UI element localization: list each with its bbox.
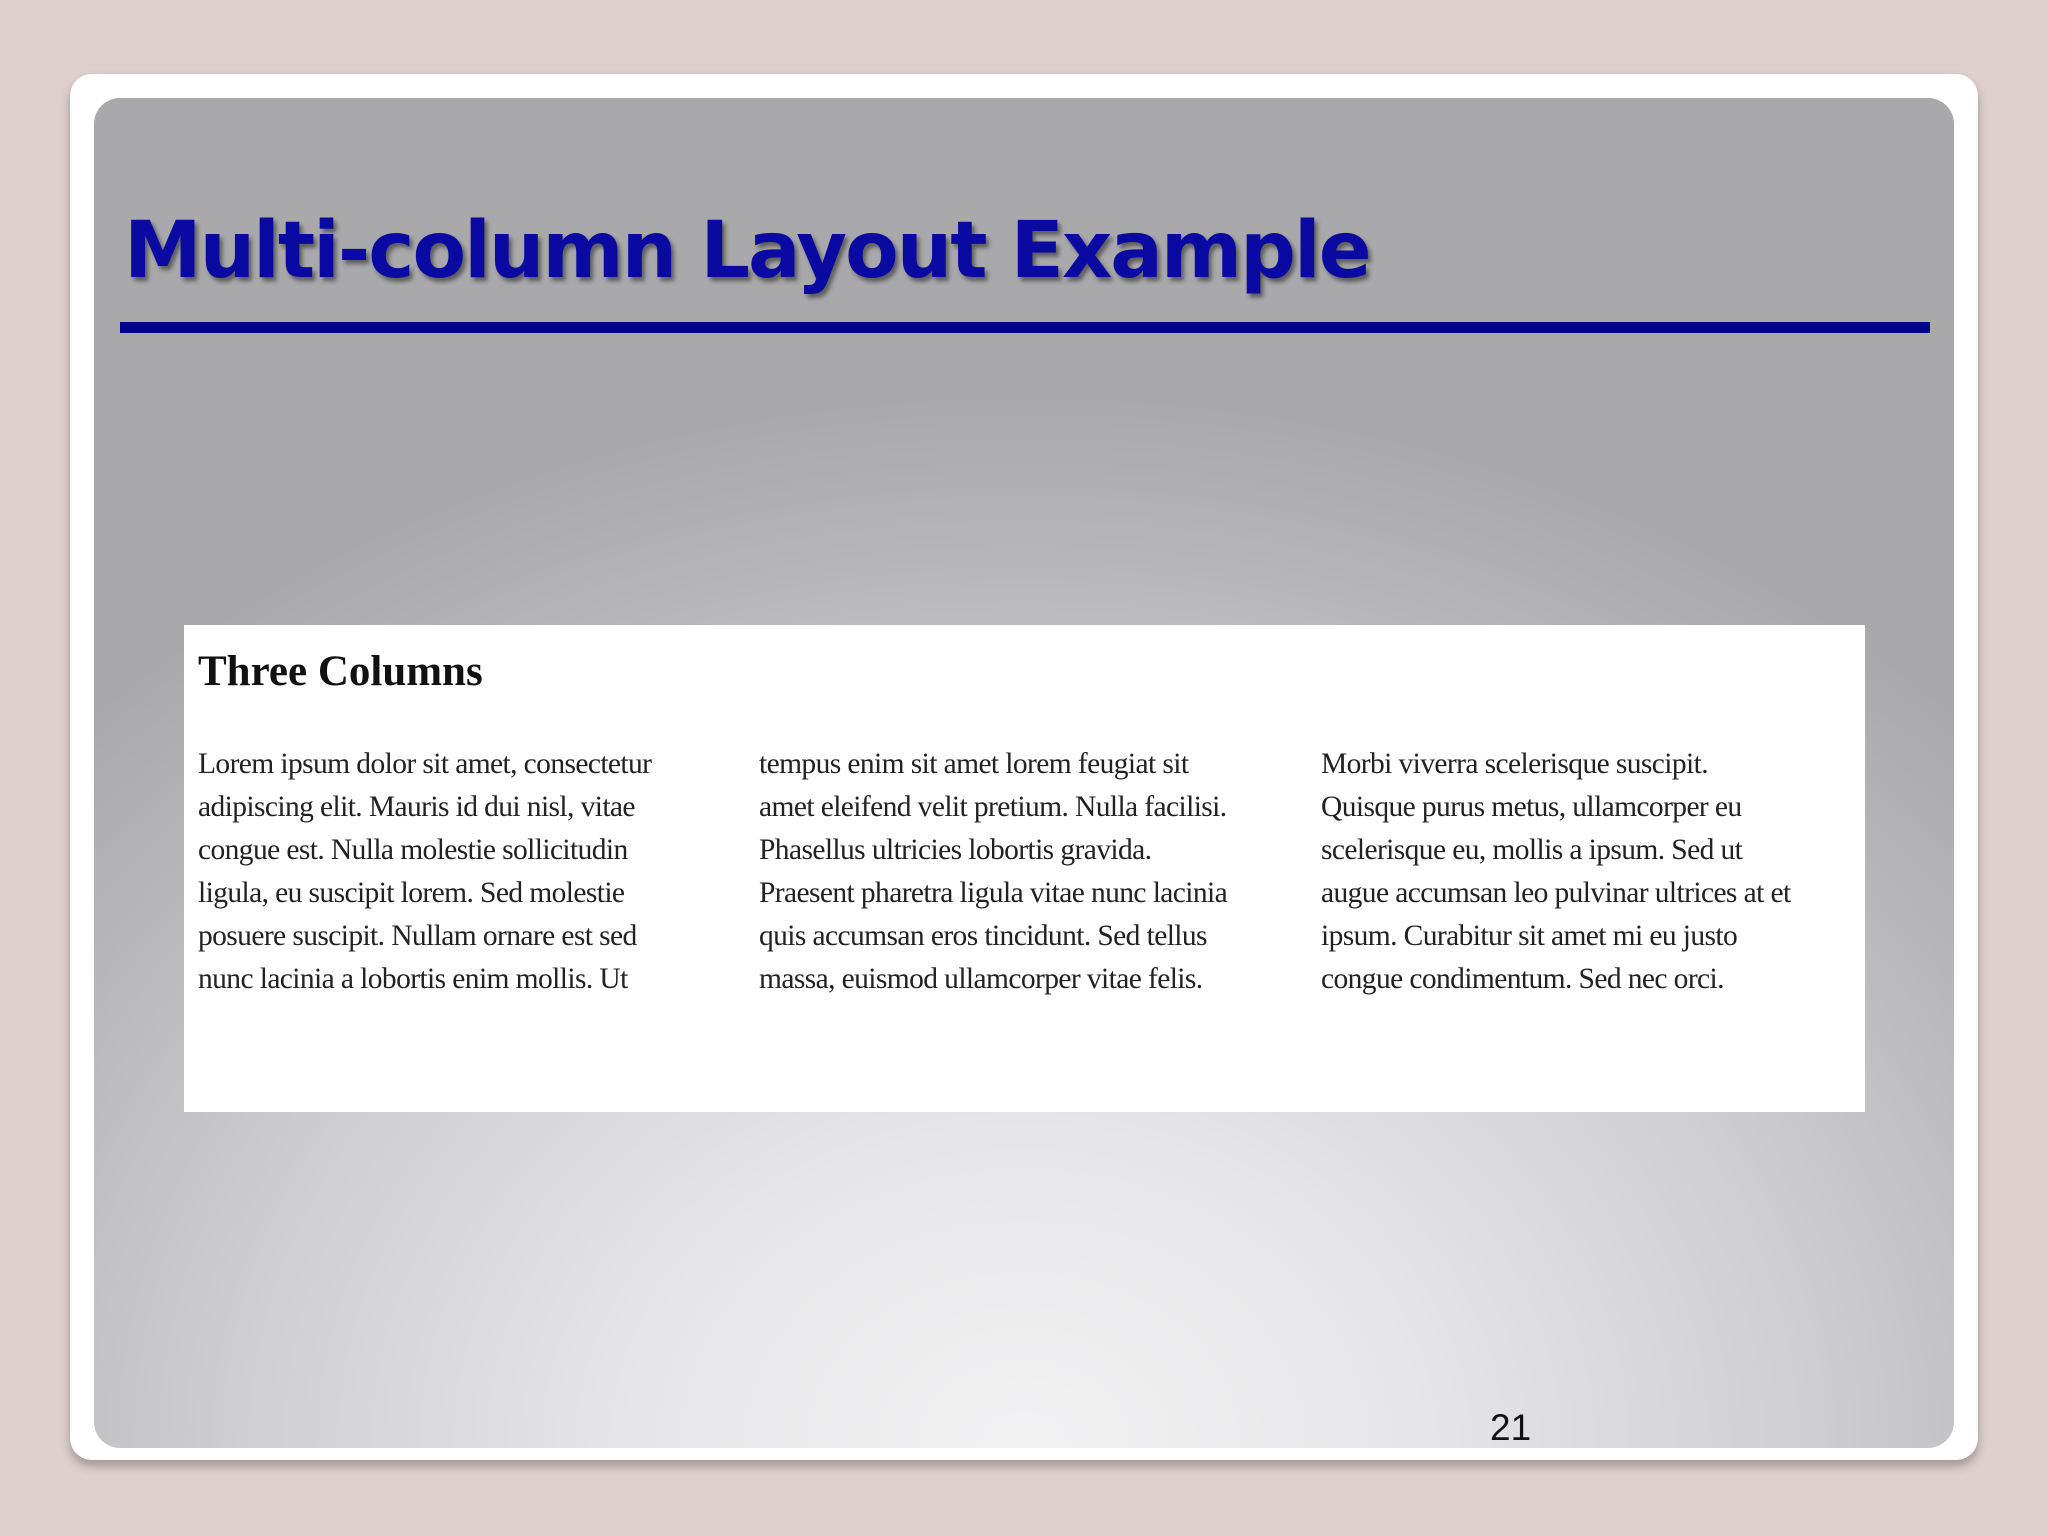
panel-heading: Three Columns	[198, 648, 483, 695]
column-2-line: amet eleifend velit pretium. Nulla facilisi.	[759, 791, 1227, 823]
column-2-line: Praesent pharetra ligula vitae nunc lacinia	[759, 877, 1228, 909]
column-2-line: Phasellus ultricies lobortis gravida.	[759, 834, 1152, 866]
column-3-line: Quisque purus metus, ullamcorper eu	[1321, 791, 1742, 823]
column-3-line: Morbi viverra scelerisque suscipit.	[1321, 748, 1708, 780]
column-1-line: Lorem ipsum dolor sit amet, consectetur	[198, 748, 652, 780]
column-2-line: quis accumsan eros tincidunt. Sed tellus	[759, 920, 1207, 952]
column-1-line: nunc lacinia a lobortis enim mollis. Ut	[198, 963, 628, 995]
slide-title: Multi-column Layout Example	[124, 206, 1370, 296]
column-3-line: congue condimentum. Sed nec orci.	[1321, 963, 1724, 995]
column-2-line: massa, euismod ullamcorper vitae felis.	[759, 963, 1203, 995]
column-2	[759, 743, 1321, 1001]
column-1-line: ligula, eu suscipit lorem. Sed molestie	[198, 877, 625, 909]
column-3	[1321, 743, 1863, 1001]
page-number: 21	[1490, 1407, 1532, 1448]
column-3-line: augue accumsan leo pulvinar ultrices at et	[1321, 877, 1791, 909]
column-3-line: ipsum. Curabitur sit amet mi eu justo	[1321, 920, 1738, 952]
column-1-line: congue est. Nulla molestie sollicitudin	[198, 834, 628, 866]
slide	[94, 98, 1954, 1448]
three-columns-panel	[184, 625, 1865, 1112]
column-1	[198, 743, 759, 1001]
title-divider	[120, 322, 1930, 333]
column-1-line: adipiscing elit. Mauris id dui nisl, vitae	[198, 791, 635, 823]
columns-container	[198, 743, 1863, 1001]
column-2-line: tempus enim sit amet lorem feugiat sit	[759, 748, 1189, 780]
column-3-line: scelerisque eu, mollis a ipsum. Sed ut	[1321, 834, 1743, 866]
column-1-line: posuere suscipit. Nullam ornare est sed	[198, 920, 637, 952]
